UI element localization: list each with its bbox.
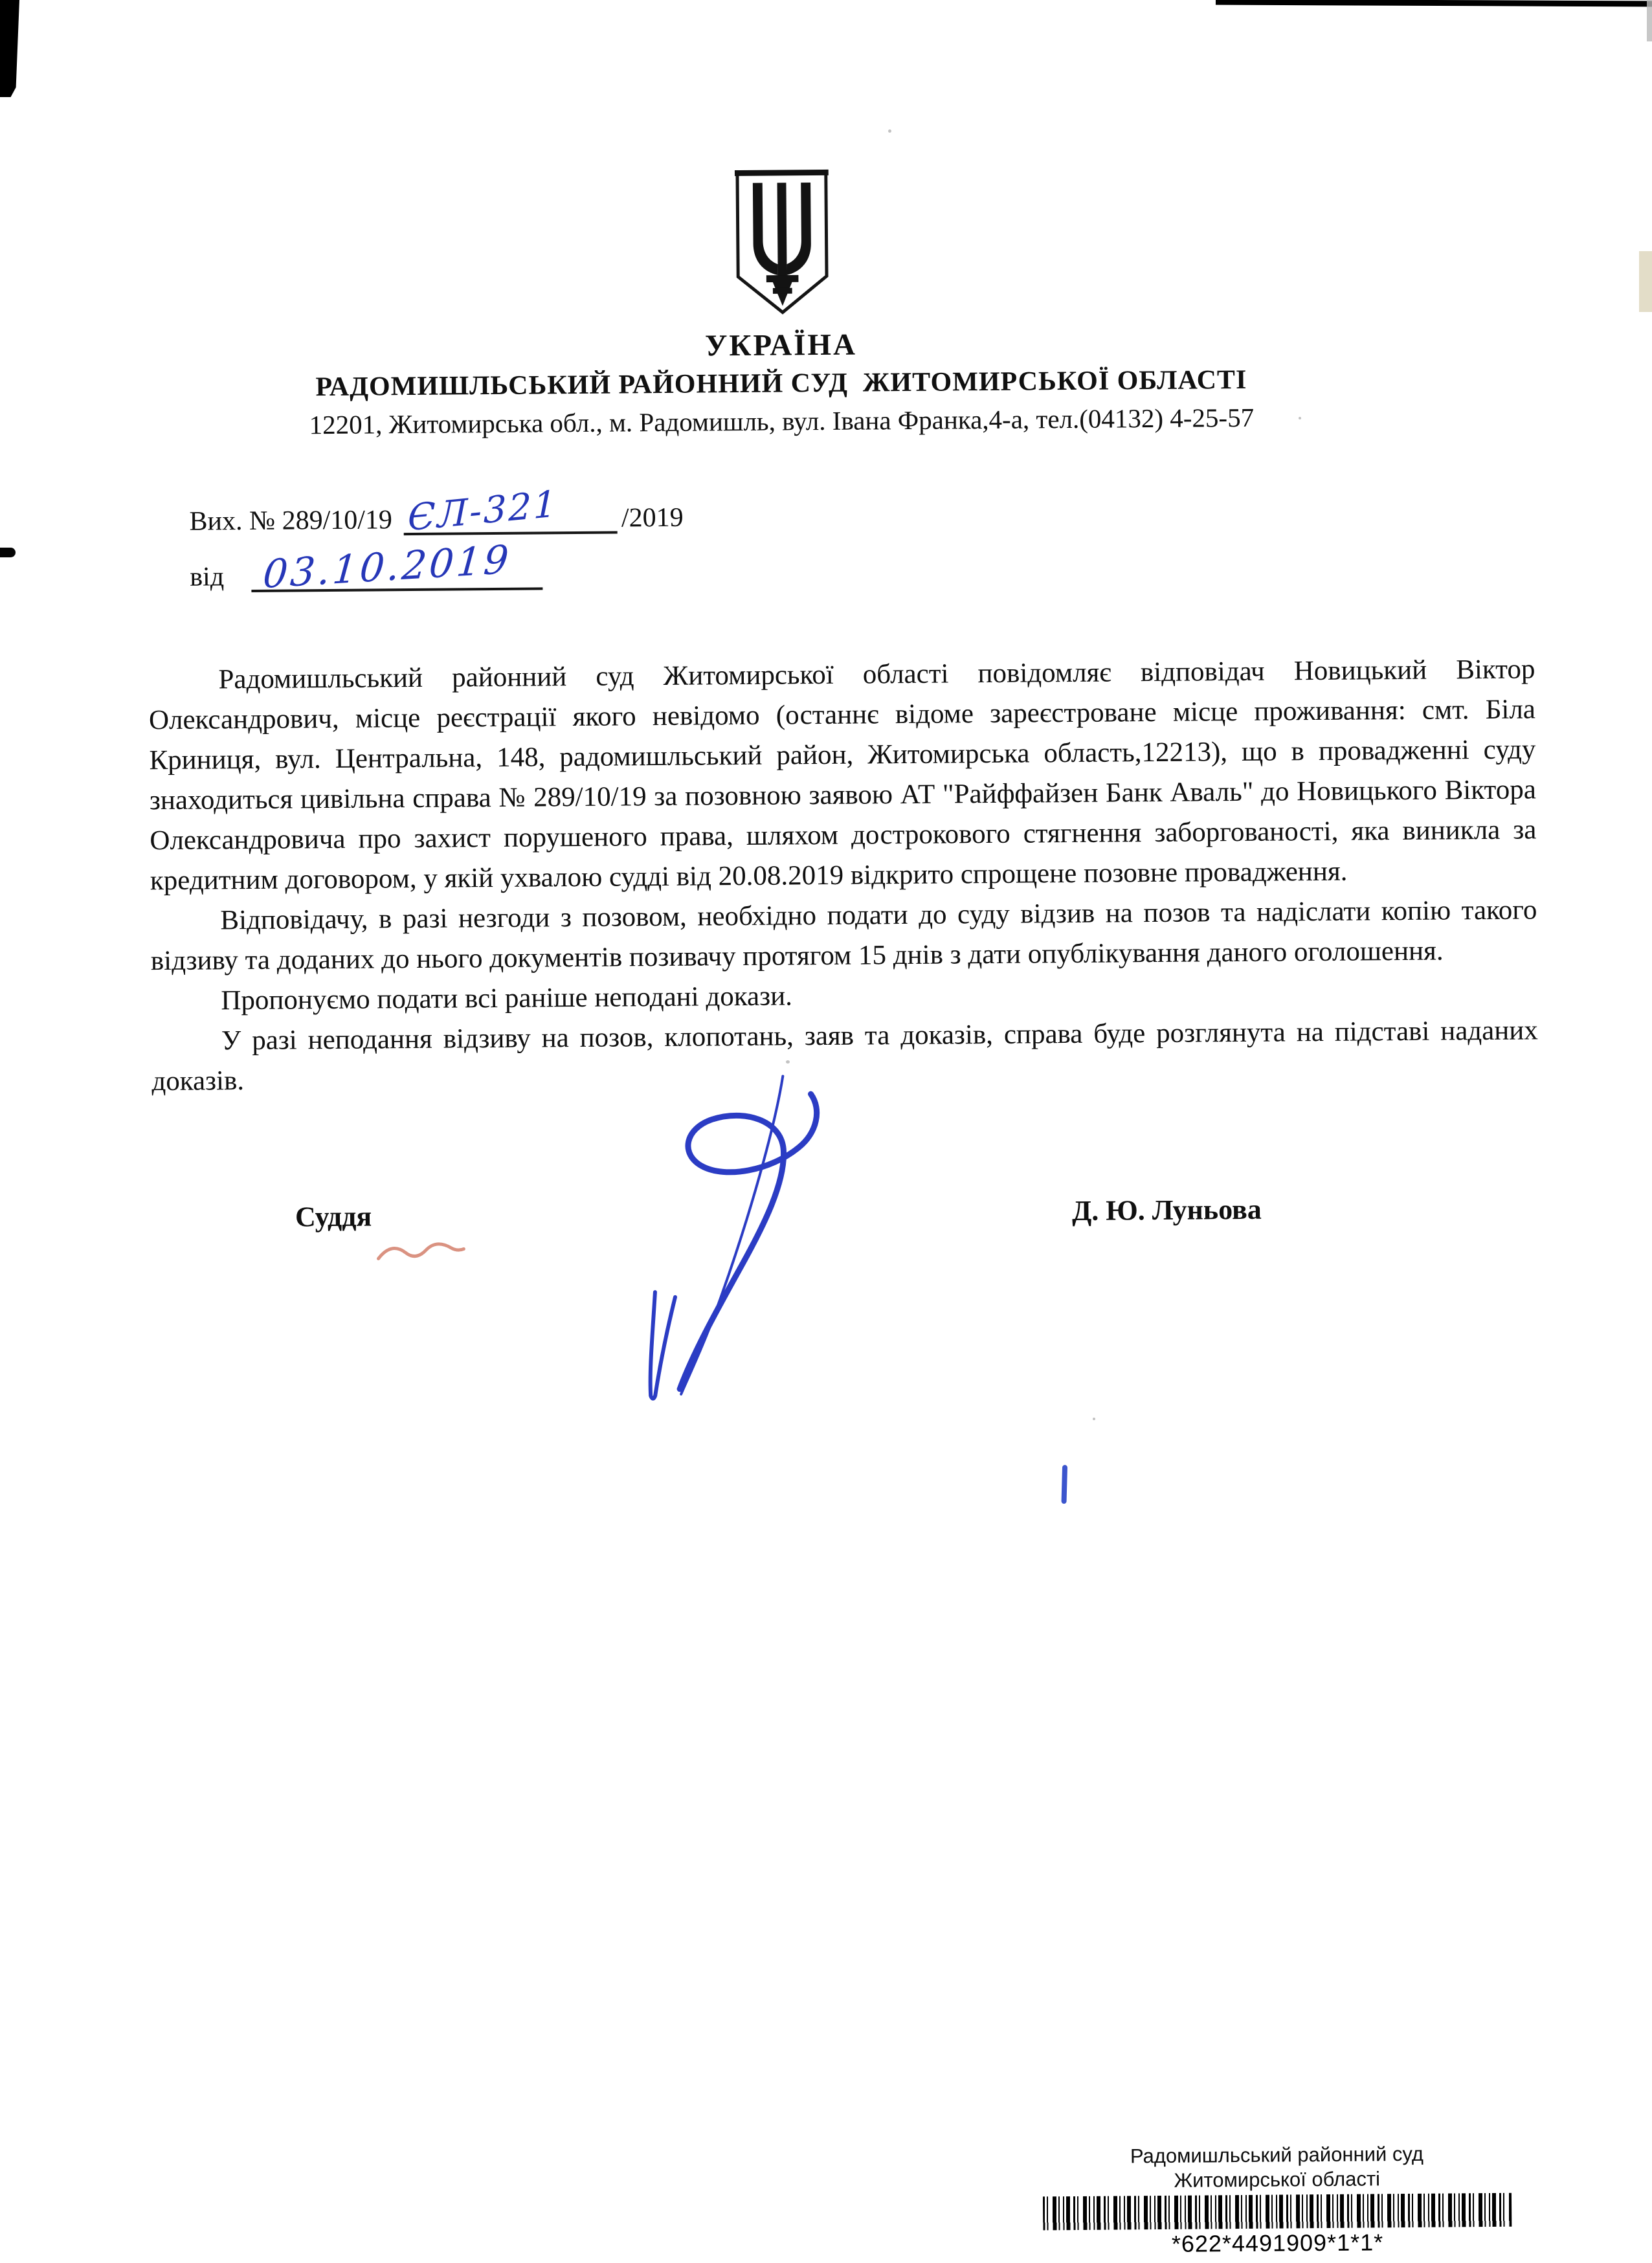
scan-speck — [1093, 1418, 1095, 1420]
body-paragraph: Відповідачу, в разі незгоди з позовом, необхідно подати до суду відзив на позов та надіслати копію такого відзиву та доданих до нього документів позивачу протягом 15 днів з дати опублікування даного оголошення. — [150, 895, 1537, 977]
footer-court-line1: Радомишльський районний суд — [1130, 2142, 1424, 2168]
notice-body — [148, 649, 1538, 1102]
date-row — [190, 537, 542, 598]
ink-mark — [1061, 1465, 1067, 1504]
body-paragraph: Радомишльський районний суд Житомирської області повідомляє відповідач Новицький Віктор Олександрович, місце реєстрації якого невідомо (останнє відоме зареєстроване місце проживання: смт. Біла Криниця, вул. Центральна, 148, радомишльський район, Житомирська область,12213), що в провадженні суду знаходиться цивільна справа № 289/10/19 за позовною заявою АТ "Райффайзен Банк Аваль" до Новицького Віктора Олександровича про захист порушеного права, шляхом дострокового стягнення заборгованості, яка виникла за кредитним договором, у якій ухвалою судді від 20.08.2019 відкрито спрощене позовне провадження. — [148, 654, 1537, 897]
ukraine-coat-of-arms-icon — [732, 168, 832, 317]
barcode — [1043, 2193, 1512, 2231]
scan-artifact-left-dash — [0, 548, 16, 557]
date-underline — [251, 537, 543, 598]
handwritten-date: 03.10.2019 — [261, 537, 513, 598]
court-name: РАДОМИШЛЬСЬКИЙ РАЙОННИЙ СУД ЖИТОМИРСЬКОЇ ОБЛАСТІ — [315, 364, 1247, 403]
scan-speck — [888, 129, 891, 133]
barcode-block — [1031, 2141, 1523, 2259]
handwritten-case-code: ЄЛ-321 — [408, 482, 559, 540]
red-scuff-mark — [373, 1229, 471, 1276]
footer-court-line2: Житомирської області — [1174, 2167, 1381, 2192]
scan-speck — [1299, 417, 1301, 419]
case-code-underline — [404, 482, 618, 540]
judge-role-label: Суддя — [295, 1200, 372, 1233]
outgoing-number-row — [189, 482, 684, 540]
date-label: від — [190, 562, 225, 592]
year-suffix: /2019 — [621, 502, 684, 533]
judge-signature — [613, 1069, 850, 1409]
barcode-caption: *622*4491909*1*1* — [1171, 2229, 1384, 2257]
court-address: 12201, Житомирська обл., м. Радомишль, вул. Івана Франка,4-а, тел.(04132) 4-25-57 — [309, 402, 1255, 440]
judge-name: Д. Ю. Луньова — [1071, 1193, 1262, 1227]
scan-artifact-right-sliver — [1647, 0, 1652, 41]
outgoing-number-label: Вих. № 289/10/19 — [189, 505, 393, 537]
scan-artifact-right-edge — [1639, 251, 1652, 312]
body-paragraph: У разі неподання відзиву на позов, клопотань, заяв та доказів, справа буде розглянута на підставі наданих доказів. — [151, 1015, 1538, 1097]
country-title: УКРАЇНА — [704, 328, 858, 363]
body-paragraph: Пропонуємо подати всі раніше неподані докази. — [221, 981, 793, 1016]
scan-speck — [786, 1060, 790, 1064]
